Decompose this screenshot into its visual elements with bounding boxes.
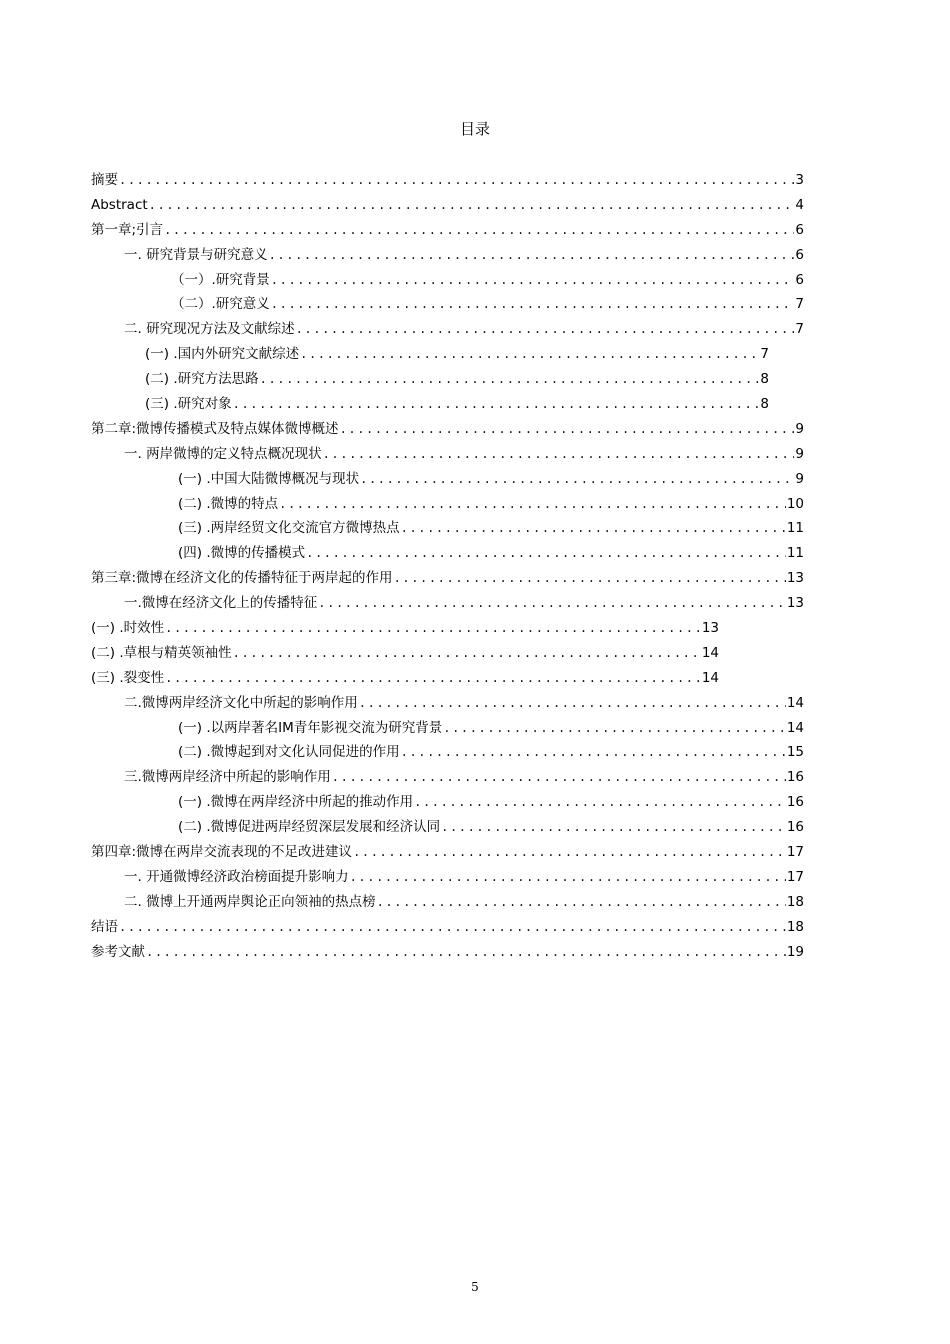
toc-entry-page: 7 — [795, 321, 804, 338]
toc-entry[interactable] — [91, 566, 804, 591]
toc-entry-page: 11 — [786, 545, 804, 562]
toc-leader-dots — [165, 616, 701, 641]
toc-entry-page: 7 — [760, 346, 769, 363]
toc-entry-label: 一. 开通微博经济政治榜面提升影响力 — [124, 868, 349, 885]
toc-leader-dots — [164, 218, 794, 243]
toc-entry-page: 9 — [795, 445, 804, 462]
toc-entry-label: (一) .微博在两岸经济中所起的推动作用 — [178, 794, 414, 811]
toc-leader-dots — [360, 467, 794, 492]
toc-leader-dots — [233, 392, 760, 417]
toc-entry-label: (二) .研究方法思路 — [145, 371, 259, 388]
toc-entry-page: 8 — [760, 371, 769, 388]
toc-entry[interactable] — [91, 815, 804, 840]
toc-leader-dots — [119, 915, 786, 940]
toc-entry[interactable] — [91, 940, 804, 965]
toc-entry-label: (一) .以两岸著名IM青年影视交流为研究背景 — [178, 719, 443, 736]
toc-entry-page: 14 — [701, 669, 719, 686]
toc-leader-dots — [359, 691, 786, 716]
toc-entry-page: 19 — [786, 943, 804, 960]
toc-entry-label: 一. 两岸微博的定义特点概况现状 — [124, 445, 322, 462]
toc-entry-page: 6 — [795, 246, 804, 263]
toc-entry[interactable] — [91, 417, 804, 442]
toc-entry-label: 一. 研究背景与研究意义 — [124, 246, 268, 263]
toc-entry-page: 14 — [701, 644, 719, 661]
toc-entry-page: 14 — [786, 694, 804, 711]
toc-leader-dots — [401, 516, 786, 541]
toc-entry[interactable] — [91, 218, 804, 243]
toc-entry-label: (二) .微博的特点 — [178, 495, 279, 512]
toc-entry-label: (一) .国内外研究文献综述 — [145, 346, 300, 363]
toc-entry-label: 第四章:微博在两岸交流表现的不足改进建议 — [91, 844, 353, 861]
toc-entry-page: 17 — [786, 868, 804, 885]
toc-entry-label: Abstract — [91, 196, 148, 213]
toc-entry[interactable] — [91, 691, 804, 716]
toc-leader-dots — [271, 268, 795, 293]
toc-entry-page: 9 — [795, 420, 804, 437]
toc-leader-dots — [260, 367, 760, 392]
toc-entry-page: 7 — [795, 296, 804, 313]
toc-leader-dots — [269, 243, 795, 268]
toc-leader-dots — [414, 790, 786, 815]
toc-entry-label: (三) .研究对象 — [145, 396, 232, 413]
toc-leader-dots — [340, 417, 795, 442]
toc-leader-dots — [401, 740, 786, 765]
toc-entry-label: （一）.研究背景 — [171, 271, 270, 288]
toc-entry[interactable] — [91, 541, 804, 566]
toc-entry-label: 二. 研究现况方法及文献综述 — [124, 321, 295, 338]
toc-entry-page: 16 — [786, 794, 804, 811]
toc-entry-label: 摘要 — [91, 172, 118, 188]
toc-entry-page: 11 — [786, 520, 804, 537]
toc-entry-page: 13 — [701, 620, 719, 637]
toc-entry[interactable] — [91, 591, 804, 616]
toc-entry-label: （二）.研究意义 — [171, 296, 270, 313]
toc-entry-page: 16 — [786, 769, 804, 786]
toc-leader-dots — [119, 168, 794, 193]
toc-entry[interactable] — [91, 292, 804, 317]
toc-leader-dots — [165, 666, 701, 691]
toc-entry[interactable] — [91, 168, 804, 193]
toc-entry-page: 16 — [786, 819, 804, 836]
toc-entry[interactable] — [91, 442, 804, 467]
toc-leader-dots — [318, 591, 786, 616]
toc-entry[interactable] — [91, 467, 804, 492]
toc-entry-page: 13 — [786, 570, 804, 587]
toc-entry[interactable] — [91, 516, 804, 541]
toc-leader-dots — [149, 193, 795, 218]
toc-entry[interactable] — [91, 243, 804, 268]
toc-entry-label: 三.微博两岸经济中所起的影响作用 — [124, 769, 331, 786]
toc-entry[interactable] — [91, 492, 804, 517]
toc-title: 目录 — [459, 120, 490, 138]
toc-entry-label: (三) .裂变性 — [91, 669, 165, 686]
toc-entry-label: 第三章:微博在经济文化的传播特征于两岸起的作用 — [91, 570, 393, 587]
toc-entry[interactable] — [91, 915, 804, 940]
toc-entry-label: 第二章:微博传播模式及特点媒体微博概述 — [91, 420, 339, 437]
toc-entry-page: 13 — [786, 595, 804, 612]
toc-leader-dots — [306, 541, 786, 566]
toc-entry-label: (二) .微博起到对文化认同促进的作用 — [178, 744, 400, 761]
toc-entry-label: 参考文献 — [91, 943, 145, 960]
toc-entry[interactable] — [91, 840, 804, 865]
toc-entry[interactable] — [91, 666, 719, 691]
toc-entry[interactable] — [91, 641, 719, 666]
toc-entry[interactable] — [91, 716, 804, 741]
toc-entry-label: 二.微博两岸经济文化中所起的影响作用 — [124, 694, 358, 711]
page-number: 5 — [471, 1280, 479, 1294]
toc-entry[interactable] — [91, 740, 804, 765]
toc-entry-label: (二) .草根与精英领袖性 — [91, 644, 232, 661]
toc-entry-label: (四) .微博的传播模式 — [178, 545, 306, 562]
toc-leader-dots — [350, 865, 786, 890]
toc-leader-dots — [296, 317, 795, 342]
toc-entry-page: 18 — [786, 918, 804, 935]
toc-entry[interactable] — [91, 790, 804, 815]
toc-entry-page: 10 — [786, 495, 804, 512]
toc-entry[interactable] — [91, 268, 804, 293]
toc-entry-label: 第一章;引言 — [91, 221, 164, 238]
toc-leader-dots — [332, 765, 786, 790]
table-of-contents — [91, 168, 804, 965]
toc-entry[interactable] — [91, 865, 804, 890]
toc-leader-dots — [279, 492, 786, 517]
toc-leader-dots — [300, 342, 759, 367]
toc-leader-dots — [443, 716, 786, 741]
toc-leader-dots — [323, 442, 795, 467]
toc-entry-label: (二) .微博促进两岸经贸深层发展和经济认同 — [178, 819, 441, 836]
toc-entry-page: 8 — [760, 396, 769, 413]
toc-entry[interactable] — [91, 616, 719, 641]
toc-entry-page: 15 — [786, 744, 804, 761]
toc-leader-dots — [394, 566, 786, 591]
toc-entry[interactable] — [91, 317, 804, 342]
toc-leader-dots — [271, 292, 795, 317]
toc-entry-label: 一.微博在经济文化上的传播特征 — [124, 595, 318, 612]
toc-entry-label: (一) .时效性 — [91, 620, 165, 637]
toc-entry-page: 9 — [795, 470, 804, 487]
toc-entry-page: 6 — [795, 271, 804, 288]
toc-leader-dots — [377, 890, 786, 915]
toc-entry-page: 17 — [786, 844, 804, 861]
toc-entry-page: 4 — [795, 196, 804, 213]
toc-entry-page: 14 — [786, 719, 804, 736]
toc-entry[interactable] — [91, 765, 804, 790]
toc-entry[interactable] — [91, 392, 769, 417]
toc-leader-dots — [146, 940, 786, 965]
toc-entry-page: 18 — [786, 893, 804, 910]
toc-entry[interactable] — [91, 367, 769, 392]
toc-entry-label: 二. 微博上开通两岸舆论正向领袖的热点榜 — [124, 893, 376, 910]
toc-entry[interactable] — [91, 193, 804, 218]
toc-entry-label: 结语 — [91, 918, 118, 935]
toc-entry-label: (一) .中国大陆微博概况与现状 — [178, 470, 360, 487]
toc-entry[interactable] — [91, 890, 804, 915]
toc-leader-dots — [233, 641, 701, 666]
toc-leader-dots — [353, 840, 786, 865]
toc-entry-label: (三) .两岸经贸文化交流官方微博热点 — [178, 520, 400, 537]
toc-entry-page: 3 — [795, 172, 804, 188]
toc-entry[interactable] — [91, 342, 769, 367]
toc-entry-page: 6 — [795, 221, 804, 238]
toc-leader-dots — [441, 815, 786, 840]
